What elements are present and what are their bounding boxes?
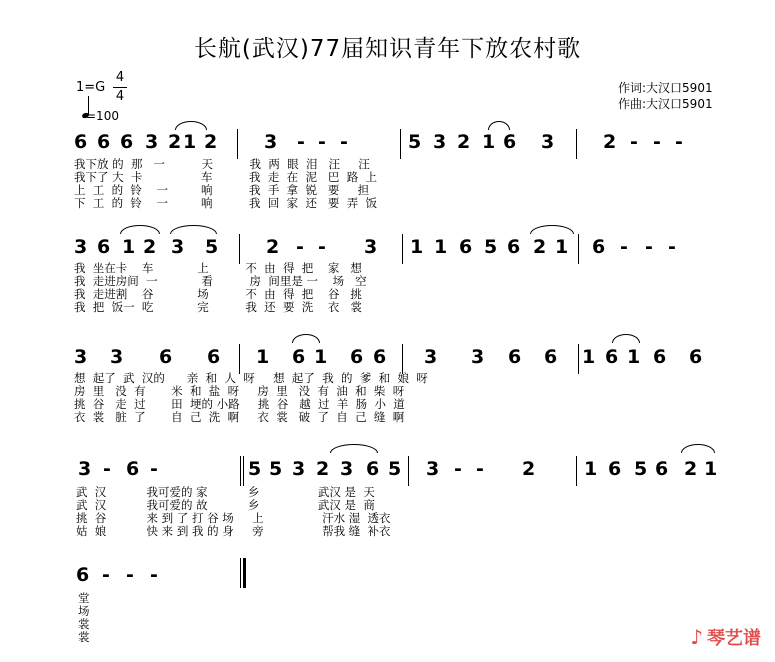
note: 6: [653, 346, 667, 368]
note: 3: [424, 346, 438, 368]
note: 3: [292, 458, 306, 480]
note: 1: [584, 458, 598, 480]
lyric-line: 挑 谷 来 到 了 打 谷 场 上 汗水 湿 透衣: [76, 511, 391, 525]
note: 6: [366, 458, 380, 480]
site-logo: [690, 624, 761, 650]
lyric-line: 下 工 的 铃 一 响 我 回 家 还 要 弄 饭: [74, 196, 378, 210]
note: 2: [204, 131, 218, 153]
note: -: [103, 458, 111, 480]
note: 3: [340, 458, 354, 480]
note: 6: [76, 564, 90, 586]
note: 6: [373, 346, 387, 368]
note: -: [150, 564, 158, 586]
note: 2: [266, 236, 280, 258]
note: 5: [388, 458, 402, 480]
note: 6: [503, 131, 517, 153]
note: 1: [482, 131, 496, 153]
note: -: [476, 458, 484, 480]
key-signature: 1=G: [76, 80, 106, 95]
note: 5: [248, 458, 262, 480]
lyric-line: 衣 裳 脏 了 自 己 洗 啊 衣 裳 破 了 自 己 缝 啊: [74, 410, 405, 424]
note: 6: [689, 346, 703, 368]
logo-icon: ♪: [690, 625, 703, 649]
note: -: [653, 131, 661, 153]
note: 5: [408, 131, 422, 153]
note: -: [297, 131, 305, 153]
lyric-line: 裳: [78, 630, 90, 644]
lyric-verse: [76, 486, 716, 538]
note: 3: [78, 458, 92, 480]
note: 1: [555, 236, 569, 258]
note: 1: [704, 458, 718, 480]
note: 1: [183, 131, 197, 153]
note: -: [102, 564, 110, 586]
note: 6: [159, 346, 173, 368]
note: 5: [634, 458, 648, 480]
note: 3: [541, 131, 555, 153]
lyric-verse: [74, 262, 634, 314]
note: 3: [264, 131, 278, 153]
note: -: [454, 458, 462, 480]
note: 3: [110, 346, 124, 368]
note: 2: [603, 131, 617, 153]
note: 1: [314, 346, 328, 368]
note: 2: [457, 131, 471, 153]
note: 5: [205, 236, 219, 258]
note: 6: [350, 346, 364, 368]
note: 6: [592, 236, 606, 258]
lyric-line: 上 工 的 铃 一 响 我 手 拿 锐 要 担: [74, 183, 370, 197]
logo-text: 琴艺谱: [707, 628, 761, 649]
time-signature-top: 4: [115, 70, 125, 85]
note: -: [630, 131, 638, 153]
note: 2: [522, 458, 536, 480]
note: -: [150, 458, 158, 480]
note: -: [668, 236, 676, 258]
note: 6: [605, 346, 619, 368]
note: -: [645, 236, 653, 258]
lyric-line: 武 汉 我可爱的 家 乡 武汉 是 天: [76, 485, 375, 499]
note: 3: [171, 236, 185, 258]
lyric-line: 场: [78, 604, 90, 618]
time-signature-bottom: 4: [115, 89, 125, 104]
composer-credit: 作曲:大汉口5901: [618, 97, 713, 111]
note: 3: [433, 131, 447, 153]
note: 2: [684, 458, 698, 480]
lyric-line: 武 汉 我可爱的 故 乡 武汉 是 商: [76, 498, 375, 512]
note: 6: [655, 458, 669, 480]
note: 1: [122, 236, 136, 258]
note: 6: [97, 236, 111, 258]
lyric-verse: [78, 592, 98, 644]
lyric-verse: [74, 372, 714, 424]
lyric-line: 我下放 的 那 一 天 我 两 眼 泪 汪 汪: [74, 157, 370, 171]
note: 3: [145, 131, 159, 153]
note: 5: [269, 458, 283, 480]
note: 3: [471, 346, 485, 368]
note: 3: [426, 458, 440, 480]
time-signature: [113, 70, 127, 105]
note: 1: [627, 346, 641, 368]
note: 6: [544, 346, 558, 368]
lyric-line: 我 坐在卡 车 上 不 由 得 把 家 想: [74, 261, 362, 275]
lyricist-credit: 作词:大汉口5901: [618, 81, 713, 95]
note: 3: [74, 346, 88, 368]
note: 6: [507, 236, 521, 258]
note: 3: [74, 236, 88, 258]
lyric-line: 房 里 没 有 米 和 盐 呀 房 里 没 有 油 和 柴 呀: [74, 384, 405, 398]
note: 6: [120, 131, 134, 153]
note: -: [675, 131, 683, 153]
note: 1: [256, 346, 270, 368]
note: -: [296, 236, 304, 258]
lyric-line: 裳: [78, 617, 90, 631]
lyric-line: 我 走进割 谷 场 不 由 得 把 谷 挑: [74, 287, 362, 301]
note: -: [126, 564, 134, 586]
tempo-marking: =100: [86, 109, 119, 123]
note: 6: [459, 236, 473, 258]
note: 5: [484, 236, 498, 258]
lyric-line: 姑 娘 快 来 到 我 的 身 旁 帮我 缝 补衣: [76, 524, 391, 538]
note: 6: [74, 131, 88, 153]
lyric-line: 挑 谷 走 过 田 埂的 小路 挑 谷 越 过 羊 肠 小 道: [74, 397, 405, 411]
note: -: [318, 236, 326, 258]
note: 6: [126, 458, 140, 480]
note: 2: [168, 131, 182, 153]
note: 6: [207, 346, 221, 368]
lyric-verse: [74, 158, 634, 210]
note: 6: [292, 346, 306, 368]
note: 6: [97, 131, 111, 153]
note: 1: [582, 346, 596, 368]
lyric-line: 我 把 饭一 吃 完 我 还 要 洗 衣 裳: [74, 300, 362, 314]
note: -: [318, 131, 326, 153]
note: 6: [608, 458, 622, 480]
note: 2: [533, 236, 547, 258]
lyric-line: 堂: [78, 591, 90, 605]
lyric-line: 我 走进房间 一 看 房 间里是 一 场 空: [74, 274, 367, 288]
lyric-line: 我下了 大 卡 车 我 走 在 泥 巴 路 上: [74, 170, 378, 184]
note: -: [620, 236, 628, 258]
note: 1: [410, 236, 424, 258]
note: 6: [508, 346, 522, 368]
note: 2: [143, 236, 157, 258]
note: 1: [434, 236, 448, 258]
note: 3: [364, 236, 378, 258]
lyric-line: 想 起了 武 汉的 亲 和 人 呀 想 起了 我 的 爹 和 娘 呀: [74, 371, 428, 385]
note: -: [340, 131, 348, 153]
note: 2: [316, 458, 330, 480]
page-title: 长航(武汉)77届知识青年下放农村歌: [193, 36, 582, 62]
